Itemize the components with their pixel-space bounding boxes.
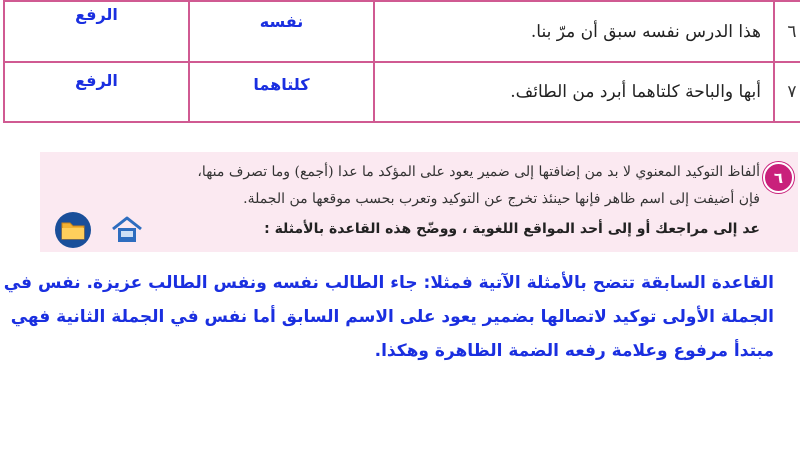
answer-case: الرفع	[75, 5, 118, 24]
row-number: ٧	[774, 62, 800, 122]
answer-word: نفسه	[259, 12, 304, 31]
folder-icon[interactable]	[55, 212, 91, 248]
answer-case-cell	[4, 62, 189, 122]
answer-paragraph	[3, 266, 774, 368]
row-number: ٦	[774, 1, 800, 62]
answer-case: الرفع	[75, 70, 118, 90]
rule-text-line: فإن أضيفت إلى اسم ظاهر فإنها حينئذ تخرج عن التوكيد وتعرب بحسب موقعها من الجملة.	[243, 191, 760, 207]
sentence-cell: هذا الدرس نفسه سبق أن مرّ بنا.	[374, 1, 774, 62]
rule-instruction: عد إلى مراجعك أو إلى أحد المواقع اللغوية ، ووضّح هذه القاعدة بالأمثلة :	[264, 221, 760, 237]
answer-case-cell	[4, 1, 189, 62]
home-icon[interactable]	[110, 216, 144, 244]
table-row	[4, 62, 800, 122]
answer-word-cell	[189, 1, 374, 62]
answer-line: مبتدأ مرفوع وعلامة رفعه الضمة الظاهرة وهكذا.	[374, 341, 774, 361]
answer-word-cell	[189, 62, 374, 122]
sentence-cell: أبها والباحة كلتاهما أبرد من الطائف.	[374, 62, 774, 122]
answer-line: القاعدة السابقة تتضح بالأمثلة الآتية فمثلا: جاء الطالب نفسه ونفس الطالب عزيزة. نفس في	[3, 273, 774, 293]
exercise-number-badge: ٦	[763, 162, 794, 193]
answer-line: الجملة الأولى توكيد لاتصالها بضمير يعود على الاسم السابق أما نفس في الجملة الثانية فهي	[10, 307, 774, 327]
table-row	[4, 1, 800, 62]
exercise-table	[3, 0, 800, 123]
rule-text-line: ألفاظ التوكيد المعنوي لا بد من إضافتها إلى ضمير يعود على المؤكد ما عدا (أجمع) وما تصرف منها،	[197, 164, 760, 180]
answer-word: كلتاهما	[253, 74, 310, 94]
